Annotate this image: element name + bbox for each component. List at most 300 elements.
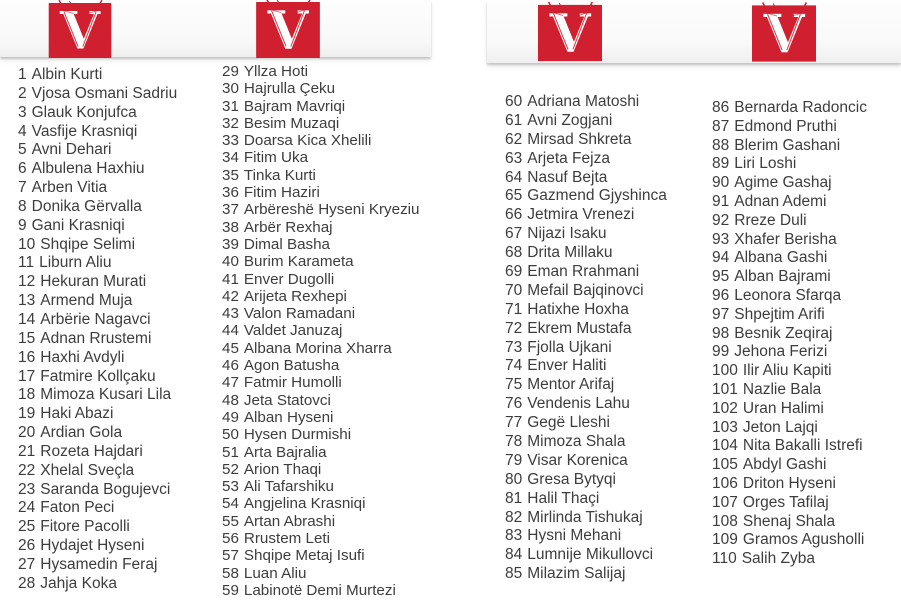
list-item xyxy=(222,565,419,582)
candidate-name: Hysamedin Feraj xyxy=(40,555,158,573)
list-item xyxy=(505,414,667,433)
list-item xyxy=(18,292,177,311)
list-item xyxy=(18,198,177,217)
candidate-number: 21 xyxy=(18,442,36,460)
candidate-name: Hysni Mehani xyxy=(527,527,622,545)
list-item xyxy=(18,386,177,405)
candidate-name: Shenaj Shala xyxy=(742,512,836,530)
candidate-number: 86 xyxy=(712,99,730,116)
list-item xyxy=(505,395,667,414)
list-item xyxy=(222,513,419,530)
candidate-name: Bajram Mavriqi xyxy=(243,97,346,115)
candidate-name: Adnan Ademi xyxy=(734,192,827,210)
candidate-name: Jeton Lajqi xyxy=(742,418,818,436)
candidate-name: Ali Tafarshiku xyxy=(243,478,334,496)
candidate-number: 61 xyxy=(505,111,523,129)
candidate-number: 87 xyxy=(712,117,730,135)
candidate-name: Adnan Rrustemi xyxy=(40,329,152,347)
candidate-number: 69 xyxy=(505,263,523,281)
candidate-name: Salih Zyba xyxy=(741,550,815,568)
list-item xyxy=(18,273,177,292)
list-item xyxy=(18,368,177,387)
candidate-name: Arjeta Fejza xyxy=(527,149,610,167)
candidate-number: 103 xyxy=(712,418,738,436)
candidate-name: Valdet Januzaj xyxy=(243,322,343,340)
list-item xyxy=(222,322,419,339)
list-item xyxy=(222,184,419,201)
candidate-number: 78 xyxy=(505,433,523,451)
candidate-name: Lumnije Mikullovci xyxy=(527,546,654,564)
svg-text:V: V xyxy=(549,3,591,65)
list-item xyxy=(712,249,867,268)
candidate-name: Blerim Gashani xyxy=(734,136,841,154)
list-item xyxy=(222,63,419,80)
candidate-number: 76 xyxy=(505,395,523,413)
candidate-name: Vendenis Lahu xyxy=(527,395,630,413)
candidate-number: 52 xyxy=(222,460,239,478)
candidate-name: Besnik Zeqiraj xyxy=(734,324,833,342)
list-item xyxy=(18,123,177,142)
list-item xyxy=(222,547,419,564)
candidate-name: Haki Abazi xyxy=(40,405,114,423)
list-item xyxy=(712,400,867,419)
candidate-number: 51 xyxy=(222,443,239,461)
candidate-number: 93 xyxy=(712,230,730,248)
list-item xyxy=(712,362,867,381)
candidate-number: 53 xyxy=(222,478,239,496)
list-item xyxy=(712,287,867,306)
candidate-number: 26 xyxy=(18,537,36,555)
candidate-name: Mimoza Shala xyxy=(527,433,626,451)
list-item xyxy=(222,392,419,409)
candidate-number: 88 xyxy=(712,136,730,154)
candidate-number: 75 xyxy=(505,376,523,394)
party-logo xyxy=(538,3,602,63)
candidate-name: Eman Rrahmani xyxy=(527,263,640,281)
candidate-number: 24 xyxy=(18,499,36,517)
candidate-name: Rreze Duli xyxy=(734,211,807,229)
list-item xyxy=(712,193,867,212)
candidate-number: 59 xyxy=(222,581,239,599)
candidate-name: Mefail Bajqinovci xyxy=(527,281,644,299)
candidate-name: Shqipe Metaj Isufi xyxy=(243,547,365,565)
candidate-number: 74 xyxy=(505,357,523,375)
candidate-name: Saranda Bogujevci xyxy=(40,480,171,498)
candidate-number: 106 xyxy=(712,474,738,492)
candidate-number: 94 xyxy=(712,249,730,267)
candidate-number: 43 xyxy=(222,305,239,323)
candidate-name: Xhafer Berisha xyxy=(734,230,837,248)
candidate-number: 54 xyxy=(222,495,239,513)
candidate-name: Ardian Gola xyxy=(40,424,123,442)
candidate-number: 48 xyxy=(222,391,239,409)
list-item xyxy=(712,268,867,287)
list-item xyxy=(222,132,419,149)
candidate-number: 96 xyxy=(712,286,730,304)
candidate-number: 107 xyxy=(712,493,738,511)
candidate-name: Jahja Koka xyxy=(40,574,117,592)
candidate-number: 89 xyxy=(712,155,730,173)
candidate-number: 63 xyxy=(505,149,523,167)
candidate-name: Liburn Aliu xyxy=(39,254,112,272)
svg-text:V: V xyxy=(267,0,309,62)
list-item xyxy=(505,225,667,244)
candidate-name: Hysen Durmishi xyxy=(243,426,352,444)
candidate-name: Avni Zogjani xyxy=(527,111,613,129)
list-item xyxy=(18,462,177,481)
candidate-name: Burim Karameta xyxy=(243,253,354,271)
svg-text:V: V xyxy=(763,3,805,65)
candidate-number: 32 xyxy=(222,114,239,132)
candidate-number: 82 xyxy=(505,508,523,526)
candidate-name: Orges Tafilaj xyxy=(742,493,829,511)
party-logo xyxy=(47,1,113,62)
candidate-column-4 xyxy=(712,99,867,569)
candidate-name: Gegë Lleshi xyxy=(527,414,610,432)
list-item xyxy=(712,419,867,438)
list-item xyxy=(222,236,419,253)
candidate-name: Drita Millaku xyxy=(527,244,613,262)
candidate-name: Jehona Ferizi xyxy=(734,343,828,361)
list-item xyxy=(18,179,177,198)
list-item xyxy=(505,131,667,150)
candidate-number: 35 xyxy=(222,166,239,184)
candidate-name: Albana Morina Xharra xyxy=(243,339,392,357)
list-item xyxy=(18,141,177,160)
list-item xyxy=(505,320,667,339)
candidate-number: 3 xyxy=(18,103,27,121)
list-item xyxy=(18,160,177,179)
candidate-name: Edmond Pruthi xyxy=(734,117,837,135)
list-item xyxy=(222,271,419,288)
candidate-name: Ekrem Mustafa xyxy=(527,319,632,337)
candidate-name: Faton Peci xyxy=(40,499,115,517)
list-item xyxy=(505,471,667,490)
candidate-number: 25 xyxy=(18,518,36,536)
candidate-name: Nazlie Bala xyxy=(742,380,822,398)
candidate-number: 90 xyxy=(712,174,730,192)
candidate-number: 55 xyxy=(222,512,239,530)
candidate-name: Glauk Konjufca xyxy=(31,103,137,121)
candidate-name: Driton Hyseni xyxy=(742,474,836,492)
candidate-number: 64 xyxy=(505,168,523,186)
party-logo-v-icon xyxy=(47,1,113,62)
list-item xyxy=(18,217,177,236)
list-item xyxy=(18,556,177,575)
candidate-name: Albulena Haxhiu xyxy=(31,160,145,178)
candidate-number: 29 xyxy=(222,63,239,80)
candidate-number: 66 xyxy=(505,206,523,224)
candidate-name: Fatmire Kollçaku xyxy=(40,367,156,385)
list-item xyxy=(712,531,867,550)
candidate-number: 1 xyxy=(18,66,27,83)
candidate-name: Albin Kurti xyxy=(31,66,103,83)
list-item xyxy=(712,212,867,231)
candidate-name: Donika Gërvalla xyxy=(31,197,142,215)
list-item xyxy=(505,244,667,263)
list-item xyxy=(222,201,419,218)
candidate-name: Mimoza Kusari Lila xyxy=(40,386,172,404)
list-item xyxy=(18,254,177,273)
candidate-column-3 xyxy=(505,93,667,584)
party-logo xyxy=(752,4,816,63)
candidate-name: Visar Korenica xyxy=(527,451,628,469)
candidate-number: 65 xyxy=(505,187,523,205)
list-item xyxy=(222,149,419,166)
candidate-name: Uran Halimi xyxy=(742,399,824,417)
candidate-number: 110 xyxy=(712,550,737,568)
list-item xyxy=(505,452,667,471)
list-item xyxy=(712,174,867,193)
candidate-number: 77 xyxy=(505,414,523,432)
candidate-name: Albana Gashi xyxy=(734,249,828,267)
candidate-number: 58 xyxy=(222,564,239,582)
list-item xyxy=(222,444,419,461)
candidate-name: Arbëreshë Hyseni Kryeziu xyxy=(243,201,420,219)
list-item xyxy=(18,104,177,123)
candidate-number: 104 xyxy=(712,437,738,455)
candidate-name: Abdyl Gashi xyxy=(742,456,827,474)
candidate-number: 34 xyxy=(222,149,239,167)
list-item xyxy=(505,206,667,225)
candidate-number: 80 xyxy=(505,470,523,488)
candidate-number: 97 xyxy=(712,305,730,323)
list-item xyxy=(18,443,177,462)
candidate-number: 9 xyxy=(18,216,27,234)
list-item xyxy=(505,527,667,546)
candidate-number: 83 xyxy=(505,527,523,545)
list-item xyxy=(222,340,419,357)
candidate-name: Doarsa Kica Xhelili xyxy=(243,132,372,150)
candidate-name: Nita Bakalli Istrefi xyxy=(742,437,863,455)
candidate-name: Yllza Hoti xyxy=(243,63,309,80)
list-item xyxy=(18,349,177,368)
candidate-name: Angjelina Krasniqi xyxy=(243,495,366,513)
candidate-name: Tinka Kurti xyxy=(243,166,316,184)
candidate-number: 7 xyxy=(18,179,27,197)
candidate-name: Ilir Aliu Kapiti xyxy=(742,362,832,380)
candidate-number: 22 xyxy=(18,461,36,479)
candidate-name: Hydajet Hyseni xyxy=(40,537,145,555)
list-item xyxy=(18,481,177,500)
candidate-number: 102 xyxy=(712,399,738,417)
candidate-name: Arta Bajralia xyxy=(243,443,327,461)
list-item xyxy=(505,112,667,131)
candidate-number: 72 xyxy=(505,319,523,337)
candidate-number: 100 xyxy=(712,362,738,380)
list-item xyxy=(222,530,419,547)
candidate-number: 14 xyxy=(18,310,36,328)
candidate-name: Artan Abrashi xyxy=(243,512,336,530)
candidate-number: 67 xyxy=(505,225,523,243)
candidate-name: Arion Thaqi xyxy=(243,460,322,478)
candidate-name: Alban Bajrami xyxy=(734,268,831,286)
list-item xyxy=(712,155,867,174)
candidate-number: 68 xyxy=(505,244,523,262)
list-item xyxy=(18,424,177,443)
list-item xyxy=(505,490,667,509)
candidate-number: 27 xyxy=(18,555,36,573)
candidate-number: 12 xyxy=(18,273,36,291)
candidate-number: 47 xyxy=(222,374,239,392)
list-item xyxy=(505,187,667,206)
candidate-name: Enver Haliti xyxy=(527,357,607,375)
candidate-name: Rrustem Leti xyxy=(243,530,330,548)
candidate-number: 40 xyxy=(222,253,239,271)
list-item xyxy=(712,456,867,475)
candidate-number: 37 xyxy=(222,201,239,219)
candidate-name: Armend Muja xyxy=(40,292,133,310)
list-item xyxy=(222,305,419,322)
candidate-number: 71 xyxy=(505,300,523,318)
candidate-name: Jeta Statovci xyxy=(243,391,331,409)
candidate-name: Gani Krasniqi xyxy=(31,216,125,234)
candidate-name: Rozeta Hajdari xyxy=(40,442,143,460)
list-item xyxy=(222,582,419,599)
list-item xyxy=(18,85,177,104)
candidate-name: Hajrulla Çeku xyxy=(243,80,336,98)
candidate-number: 42 xyxy=(222,287,239,305)
candidate-name: Labinotë Demi Murtezi xyxy=(243,581,396,599)
candidate-number: 60 xyxy=(505,93,523,110)
candidate-name: Besim Muzaqi xyxy=(243,114,340,132)
list-item xyxy=(222,478,419,495)
list-item xyxy=(505,263,667,282)
candidate-number: 18 xyxy=(18,386,36,404)
candidate-name: Gresa Bytyqi xyxy=(527,470,616,488)
list-item xyxy=(18,518,177,537)
candidate-number: 49 xyxy=(222,408,239,426)
candidate-number: 28 xyxy=(18,574,36,592)
candidate-number: 2 xyxy=(18,84,27,102)
candidate-number: 84 xyxy=(505,546,523,564)
list-item xyxy=(18,311,177,330)
candidate-number: 41 xyxy=(222,270,239,288)
candidate-number: 13 xyxy=(18,292,36,310)
list-item xyxy=(712,494,867,513)
candidate-name: Gazmend Gjyshinca xyxy=(527,187,667,205)
candidate-name: Haxhi Avdyli xyxy=(40,348,125,366)
candidate-number: 11 xyxy=(18,254,35,272)
candidate-name: Hekuran Murati xyxy=(40,273,147,291)
list-item xyxy=(505,433,667,452)
candidate-name: Xhelal Sveçla xyxy=(40,461,135,479)
candidate-name: Valon Ramadani xyxy=(243,305,356,323)
list-item xyxy=(505,169,667,188)
candidate-number: 91 xyxy=(712,192,730,210)
candidate-number: 46 xyxy=(222,357,239,375)
list-item xyxy=(222,374,419,391)
candidate-number: 23 xyxy=(18,480,36,498)
candidate-name: Arbër Rexhaj xyxy=(243,218,333,236)
candidate-name: Agon Batusha xyxy=(243,357,340,375)
candidate-number: 38 xyxy=(222,218,239,236)
list-item xyxy=(18,236,177,255)
list-item xyxy=(505,93,667,112)
candidate-column-2 xyxy=(222,63,419,599)
party-logo xyxy=(255,0,321,62)
list-item xyxy=(222,495,419,512)
candidate-number: 56 xyxy=(222,530,239,548)
list-item xyxy=(712,437,867,456)
candidate-number: 57 xyxy=(222,547,239,565)
candidate-name: Mentor Arifaj xyxy=(527,376,615,394)
list-item xyxy=(18,330,177,349)
candidate-name: Milazim Salijaj xyxy=(527,565,626,583)
candidate-name: Avni Dehari xyxy=(31,141,112,159)
list-item xyxy=(712,325,867,344)
svg-text:V: V xyxy=(60,1,100,62)
candidate-number: 62 xyxy=(505,130,523,148)
candidate-name: Fjolla Ujkani xyxy=(527,338,612,356)
candidate-name: Arben Vitia xyxy=(31,179,108,197)
candidate-number: 6 xyxy=(18,160,27,178)
candidate-number: 85 xyxy=(505,565,523,583)
candidate-name: Fatmir Humolli xyxy=(243,374,342,392)
party-logo-v-icon xyxy=(538,3,602,63)
list-item xyxy=(222,167,419,184)
candidate-name: Nijazi Isaku xyxy=(527,225,607,243)
candidate-name: Fitore Pacolli xyxy=(40,518,130,536)
candidate-number: 16 xyxy=(18,348,36,366)
candidate-column-1 xyxy=(18,66,177,594)
candidate-number: 33 xyxy=(222,132,239,150)
party-logo-v-icon xyxy=(752,4,816,63)
list-item xyxy=(222,80,419,97)
candidate-name: Nasuf Bejta xyxy=(527,168,608,186)
list-item xyxy=(222,98,419,115)
candidate-name: Agime Gashaj xyxy=(734,174,832,192)
list-item xyxy=(18,575,177,594)
list-item xyxy=(505,339,667,358)
candidate-number: 109 xyxy=(712,531,738,549)
candidate-number: 70 xyxy=(505,281,523,299)
party-logo-v-icon xyxy=(255,0,321,62)
candidate-name: Vjosa Osmani Sadriu xyxy=(31,84,178,102)
list-item xyxy=(18,405,177,424)
candidate-number: 5 xyxy=(18,141,27,159)
candidate-name: Halil Thaçi xyxy=(527,489,600,507)
list-item xyxy=(712,231,867,250)
list-item xyxy=(712,118,867,137)
candidate-number: 81 xyxy=(505,489,523,507)
candidate-number: 95 xyxy=(712,268,730,286)
candidate-number: 36 xyxy=(222,184,239,202)
candidate-name: Shpejtim Arifi xyxy=(734,305,825,323)
candidate-name: Jetmira Vrenezi xyxy=(527,206,635,224)
candidate-number: 17 xyxy=(18,367,36,385)
list-item xyxy=(18,66,177,85)
list-item xyxy=(222,357,419,374)
candidate-number: 31 xyxy=(222,97,239,115)
candidate-name: Enver Dugolli xyxy=(243,270,335,288)
list-item xyxy=(505,565,667,584)
candidate-name: Dimal Basha xyxy=(243,235,331,253)
list-item xyxy=(505,301,667,320)
list-item xyxy=(712,513,867,532)
candidate-number: 105 xyxy=(712,456,738,474)
candidate-name: Mirlinda Tishukaj xyxy=(527,508,643,526)
candidate-name: Leonora Sfarqa xyxy=(734,286,842,304)
list-item xyxy=(222,461,419,478)
list-item xyxy=(222,409,419,426)
candidate-name: Bernarda Radoncic xyxy=(734,99,867,116)
candidate-number: 30 xyxy=(222,80,239,98)
list-item xyxy=(18,537,177,556)
list-item xyxy=(505,357,667,376)
candidate-name: Hatixhe Hoxha xyxy=(527,300,629,318)
list-item xyxy=(712,475,867,494)
